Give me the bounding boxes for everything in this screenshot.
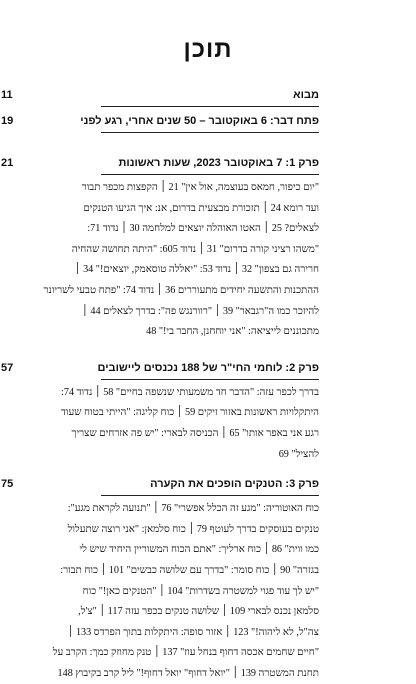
section-line: לצאלים? 25 ׀ האטו האוהלה יוצאים למלחמה 30 ׀ נדוד 71:	[87, 223, 319, 235]
chapter-sections	[43, 178, 319, 343]
section-line: חרירה גם בצפון" 32 ׀ נדוד 53: "יאללה טוסאמק, יוצאים!" 34 ׀	[74, 264, 319, 276]
section-line: ועד רומא 24 ׀ תזכורת מבצעית בדרום, אנ: איך הגיעו הטנקים	[83, 202, 319, 214]
page-title: תוכן	[183, 36, 233, 63]
entry-divider	[101, 174, 319, 175]
toc-entry-chapter-1[interactable]	[0, 156, 416, 343]
entry-divider	[101, 495, 319, 496]
section-line: בגזרה" 90 ׀ כוח סומר: "בדרך עם שלושה כבשים" 101 ׀ כוח תבור:	[60, 564, 319, 576]
entry-divider	[101, 106, 319, 107]
section-line: צה"ל, לא ליהוה!" 123 ׀ אזור סופה: היתקלות בתוך הפרדס 133 ׀	[67, 626, 319, 638]
section-line: מתכוננים לייציאה: "אני יוחחנן, החבר בי!" 48	[146, 326, 319, 338]
entry-label: מבוא	[293, 89, 319, 101]
section-line: "חיים שחמים אכסה דחוף בנחל עוז" 137 ׀ טנק מחוזק כמך: הקרב על	[52, 647, 319, 659]
toc-entry-chapter-3[interactable]	[0, 477, 416, 684]
section-line: כמו ווית" 86 ׀ כוח ארליך: "אתם הכוח המשוריין היחיד שיש לי	[79, 544, 319, 556]
chapter-title: פרק 1: 7 באוקטובר 2023, שעות ראשונות	[118, 157, 319, 169]
section-line: רגע אני באפר אותו" 65 ׀ הכניסה לבארי: "יש פה אזרחים שצריך	[71, 427, 319, 439]
entry-label: פתח דבר: 6 באוקטובר – 50 שנים אחרי, רגע לפני	[80, 115, 319, 127]
section-line: בדרך לכפר עזה: "הדבר חד משמעותי שנשפה בחיים" 58 ׀ נדוד 74:	[61, 386, 319, 398]
section-line: "משהו רציני קורה בדרום" 31 ׀ נדוד 605: "היתה תחושה שהחיה	[71, 243, 319, 255]
chapter-title: פרק 3: הטנקים הופכים את הקערה	[150, 478, 319, 491]
entry-page-number: 75	[1, 478, 14, 491]
toc-list	[0, 88, 416, 684]
section-line: להציל" 69	[278, 448, 319, 460]
toc-entry-chapter-2[interactable]	[0, 361, 416, 465]
section-line: "יש לך עוד פגוי למשטרה בשדרות" 104 ׀ "הטנקים כאן!" כוח	[82, 585, 319, 597]
toc-entry-preface[interactable]	[0, 114, 416, 133]
entry-page-number: 11	[1, 89, 13, 101]
section-line: טנקים בעוסקים בדרך לעוטף 79 ׀ כוח סלמאן: "אני רוצה שתעלול	[67, 523, 319, 535]
chapter-sections	[61, 383, 319, 465]
entry-page-number: 21	[1, 157, 14, 169]
chapter-sections	[52, 499, 319, 684]
section-line: להיזכר כמו ה"רגבאר" 39 ׀ "רוורנגש פה": בדרך לצאלים 44 ׀	[82, 305, 319, 317]
entry-divider	[101, 379, 319, 380]
entry-divider	[101, 132, 319, 133]
chapter-title: פרק 2: לוחמי החי"ר של 188 נכנסים ליישובים	[97, 361, 319, 374]
section-line: "יום כיפור, חמאס בעוצמה, אול אין" 21 ׀ הקפצות מכפר תבור	[81, 182, 319, 193]
section-line: תחנת המשטרה 139 ׀ "יואל דחוף" יואל דחוף!" ליל קרב בקיבוץ 148	[57, 667, 319, 679]
section-line: כוח האוטוריה: "מגע זה הכלל אפשרי" 76 ׀ "תנועה לקראת מגע":	[67, 503, 319, 515]
section-line: היתקלויות ראשונות באזור זיקים 59 ׀ כוח קליגה: "הייתי בטוח שעוד	[61, 407, 319, 419]
section-line: ההתכנות והתשעה יחידים מתעוררים 36 ׀ נדוד 74: "פתח טבעי לשריונר	[43, 284, 319, 296]
entry-page-number: 19	[1, 115, 14, 127]
toc-entry-intro[interactable]	[0, 88, 416, 107]
entry-page-number: 57	[1, 361, 14, 374]
section-line: סלמאן נכנס לבארי 109 ׀ שלושה טנקים בכפר עזה 117 ׀ "צ'ל,	[78, 606, 319, 618]
